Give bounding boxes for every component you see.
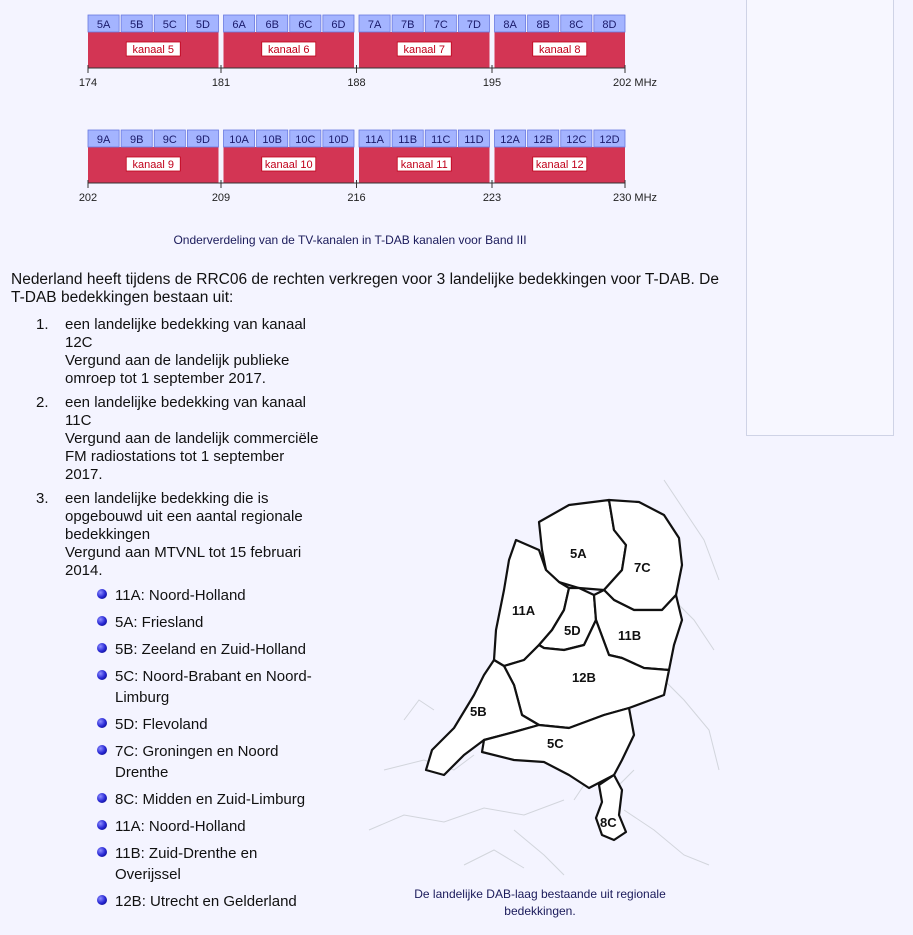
block-label: 11D <box>464 134 484 146</box>
channel-label: kanaal 5 <box>132 44 175 56</box>
bullet-icon <box>97 895 107 905</box>
map-label: 8C <box>600 815 617 830</box>
bullet-icon <box>97 718 107 728</box>
dab-region-map <box>364 470 724 880</box>
tick-label: 181 <box>211 77 231 89</box>
channel-label: kanaal 6 <box>267 44 310 56</box>
tick-label: 188 <box>347 77 366 89</box>
region-text: 8C: Midden en Zuid-Limburg <box>115 791 306 808</box>
block-label: 9A <box>96 134 111 146</box>
map-caption-line: De landelijke DAB-laag bestaande uit regionale <box>414 887 666 901</box>
bullet-icon <box>97 793 107 803</box>
block-label: 5D <box>195 19 210 31</box>
list-number: 1. <box>36 316 49 333</box>
map-label: 5B <box>470 704 487 719</box>
block-label: 10D <box>328 134 349 146</box>
list-text: opgebouwd uit een aantal regionale <box>65 508 303 525</box>
map-label: 11B <box>618 628 642 643</box>
map-label: 5D <box>564 623 581 638</box>
region-list <box>65 585 340 912</box>
block-label: 11B <box>398 134 418 146</box>
region-text: 5C: Noord-Brabant en Noord- <box>115 668 312 685</box>
coverage-list <box>0 316 340 918</box>
region-text: Drenthe <box>115 764 169 781</box>
region-text: 11B: Zuid-Drenthe en <box>115 845 258 862</box>
block-label: 10B <box>262 134 282 146</box>
block-label: 10C <box>295 134 316 146</box>
tick-label: 202 MHz <box>613 77 658 89</box>
block-label: 6C <box>298 19 313 31</box>
channel-label: kanaal 12 <box>535 159 584 171</box>
block-label: 11A <box>365 134 384 146</box>
list-item <box>0 490 340 912</box>
channel-label: kanaal 9 <box>132 159 175 171</box>
list-text: 12C <box>65 334 93 351</box>
region-text: 11A: Noord-Holland <box>115 818 246 835</box>
list-text: Vergund aan de landelijk publieke <box>65 352 290 369</box>
bullet-icon <box>97 745 107 755</box>
region-item <box>65 816 340 837</box>
block-label: 11C <box>431 134 451 146</box>
list-text: 2017. <box>65 466 103 483</box>
list-text: Vergund aan de landelijk commerciële <box>65 430 319 447</box>
map-label: 5A <box>570 546 587 561</box>
region-item <box>65 639 340 660</box>
region-text: Limburg <box>115 689 170 706</box>
list-number: 2. <box>36 394 49 411</box>
tick-label: 195 <box>482 77 502 89</box>
region-text: 5B: Zeeland en Zuid-Holland <box>115 641 306 658</box>
map-label: 5C <box>547 736 564 751</box>
region-text: 12B: Utrecht en Gelderland <box>115 893 297 910</box>
list-text: Vergund aan MTVNL tot 15 februari <box>65 544 302 561</box>
bullet-icon <box>97 670 107 680</box>
block-label: 8A <box>503 19 517 31</box>
sidebar-box <box>746 0 894 436</box>
region-item <box>65 789 340 810</box>
block-label: 6D <box>331 19 346 31</box>
list-number: 3. <box>36 490 49 507</box>
bullet-icon <box>97 643 107 653</box>
list-text: een landelijke bedekking van kanaal <box>65 394 307 411</box>
block-label: 8D <box>602 19 617 31</box>
intro-paragraph: Nederland heeft tijdens de RRC06 de rechten verkregen voor 3 landelijke bedekkingen voor T-DAB. De T-DAB bedekkingen bestaan uit: <box>11 271 719 306</box>
block-label: 5A <box>96 19 111 31</box>
bullet-icon <box>97 820 107 830</box>
bullet-icon <box>97 847 107 857</box>
band-iii-chart <box>60 0 700 215</box>
region-shapes <box>426 500 682 840</box>
list-text: 11C <box>65 412 92 429</box>
block-label: 7A <box>367 19 382 31</box>
tick-label: 223 <box>482 192 502 204</box>
region-text: 5D: Flevoland <box>115 716 208 733</box>
block-label: 12C <box>566 134 587 146</box>
channel-label: kanaal 7 <box>403 44 446 56</box>
tick-label: 230 MHz <box>613 192 658 204</box>
region-item <box>65 891 340 912</box>
block-label: 8B <box>536 19 550 31</box>
region-text: 7C: Groningen en Noord <box>115 743 279 760</box>
block-label: 6B <box>265 19 279 31</box>
tick-label: 174 <box>78 77 98 89</box>
block-label: 8C <box>569 19 584 31</box>
map-label: 11A <box>512 603 536 618</box>
list-text: FM radiostations tot 1 september <box>65 448 285 465</box>
channel-label: kanaal 11 <box>400 159 448 171</box>
region-item <box>65 843 340 885</box>
block-label: 10A <box>229 134 249 146</box>
map-label: 7C <box>634 560 651 575</box>
block-label: 7B <box>400 19 415 31</box>
block-label: 6A <box>232 19 246 31</box>
block-label: 7C <box>433 19 448 31</box>
block-label: 12D <box>599 134 620 146</box>
region-text: 11A: Noord-Holland <box>115 587 246 604</box>
region-item <box>65 666 340 708</box>
block-label: 7D <box>466 19 481 31</box>
map-caption <box>380 886 700 920</box>
list-text: een landelijke bedekking die is <box>65 490 269 507</box>
region-item <box>65 585 340 606</box>
block-label: 5C <box>162 19 177 31</box>
region-item <box>65 714 340 735</box>
region-8c <box>596 775 626 840</box>
region-item <box>65 741 340 783</box>
tick-label: 216 <box>347 192 366 204</box>
region-item <box>65 612 340 633</box>
block-label: 12B <box>533 134 553 146</box>
list-text: bedekkingen <box>65 526 151 543</box>
region-text: 5A: Friesland <box>115 614 204 631</box>
list-text: een landelijke bedekking van kanaal <box>65 316 307 333</box>
block-label: 9B <box>129 134 144 146</box>
map-label: 12B <box>572 670 596 685</box>
bullet-icon <box>97 616 107 626</box>
block-label: 5B <box>129 19 144 31</box>
channel-label: kanaal 10 <box>264 159 313 171</box>
list-item <box>0 316 340 388</box>
bullet-icon <box>97 589 107 599</box>
list-text: omroep tot 1 september 2017. <box>65 370 266 387</box>
list-item <box>0 394 340 484</box>
block-label: 9C <box>162 134 177 146</box>
tick-label: 202 <box>78 192 98 204</box>
block-label: 12A <box>500 134 520 146</box>
band-chart-caption: Onderverdeling van de TV-kanalen in T-DAB kanalen voor Band III <box>173 233 527 247</box>
tick-label: 209 <box>211 192 231 204</box>
channel-label: kanaal 8 <box>538 44 581 56</box>
block-label: 9D <box>195 134 210 146</box>
list-text: 2014. <box>65 562 103 579</box>
map-caption-line: bedekkingen. <box>504 904 576 918</box>
region-text: Overijssel <box>115 866 181 883</box>
